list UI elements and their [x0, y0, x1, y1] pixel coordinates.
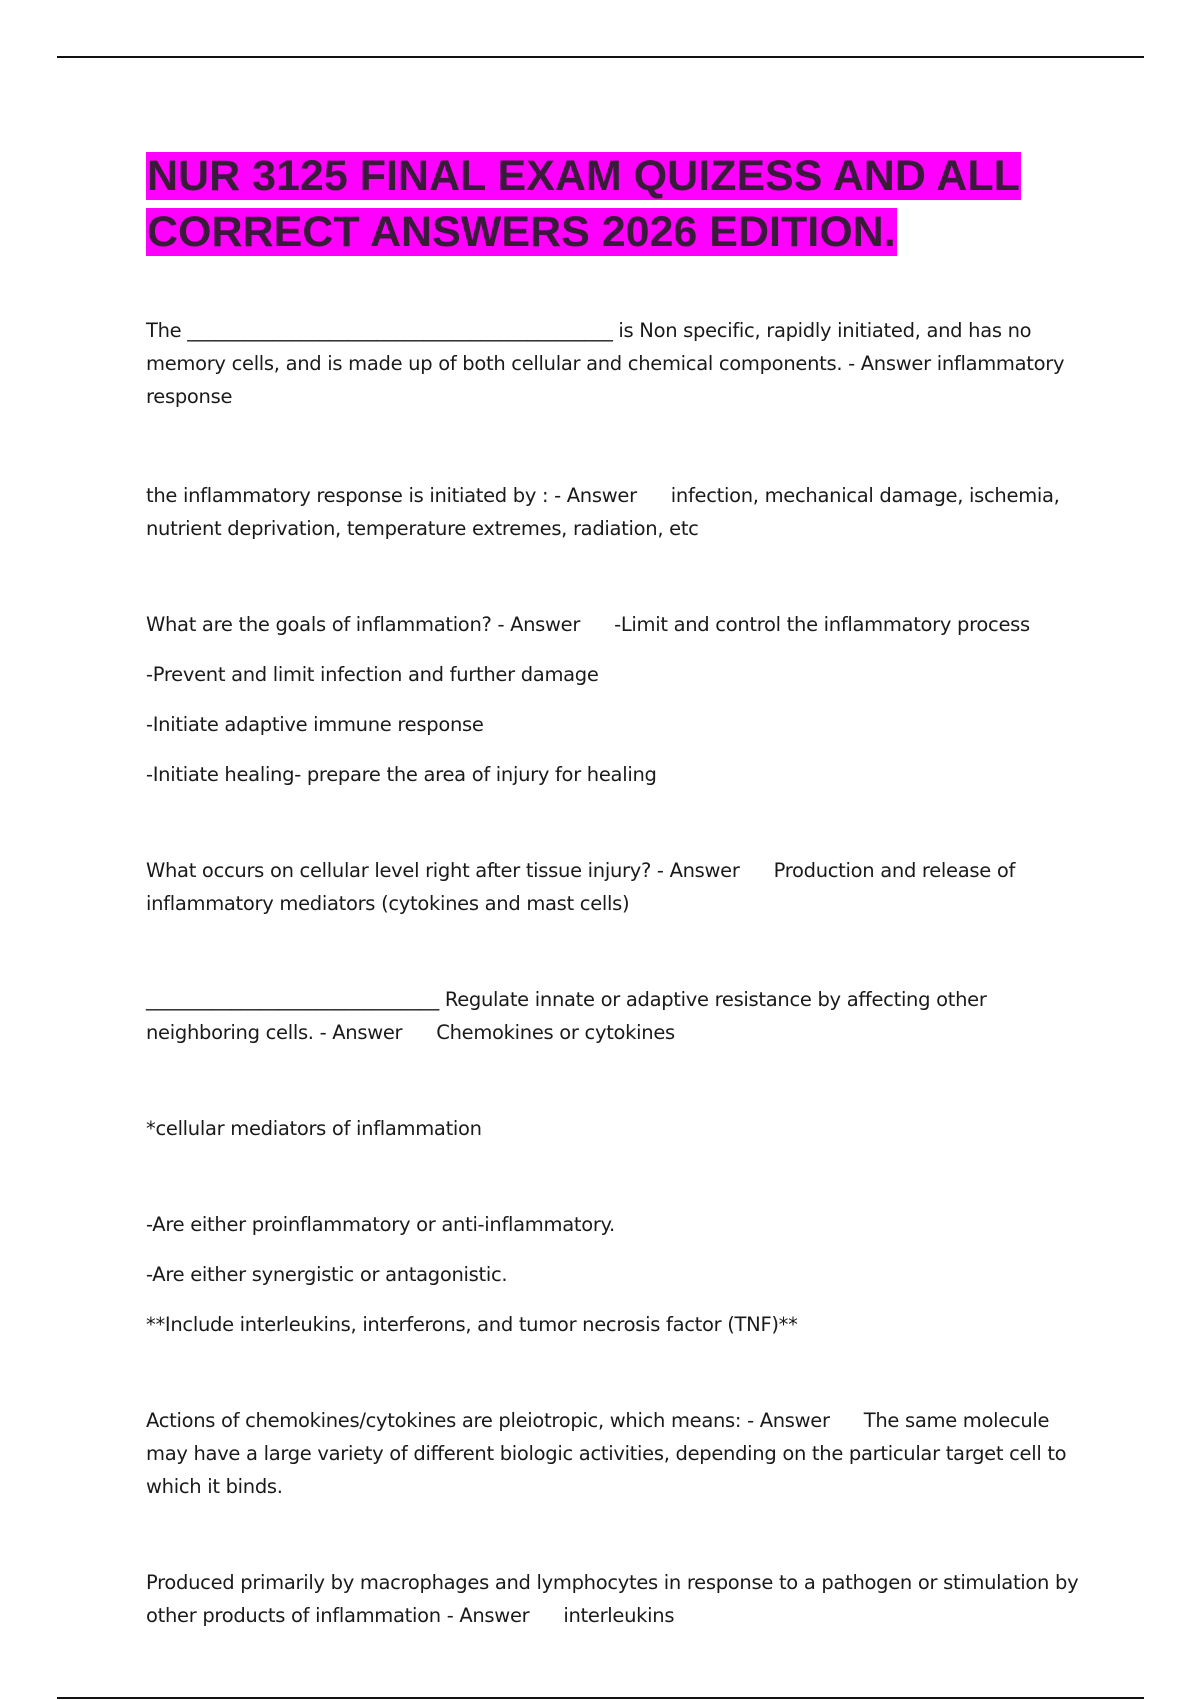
answer-text: Production and release of inflammatory mediators (cytokines and mast cells) [146, 859, 1016, 915]
detail-line: -Are either synergistic or antagonistic. [146, 1263, 508, 1286]
note-line: *cellular mediators of inflammation [146, 1117, 482, 1140]
document-body [146, 314, 1096, 1632]
question-text: The _____________________________________________ is Non specific, rapidly initiated, and has no memory cells, and is made up of both cellular and chemical components. - Answer [146, 319, 1032, 375]
qa-item-5 [146, 983, 1096, 1049]
qa-item-2 [146, 479, 1096, 545]
question-text: Produced primarily by macrophages and lymphocytes in response to a pathogen or stimulation by other products of inflammation - Answer [146, 1571, 1079, 1627]
question-text: What are the goals of inflammation? - Answer [146, 613, 581, 636]
answer-text: -Limit and control the inflammatory process [614, 613, 1030, 636]
answer-text: Chemokines or cytokines [436, 1021, 675, 1044]
answer-line: -Initiate adaptive immune response [146, 713, 484, 736]
answer-text: The same molecule may have a large variety of different biologic activities, depending on the particular target cell to which it binds. [146, 1409, 1067, 1498]
answer-text: interleukins [563, 1604, 675, 1627]
question-text: the inflammatory response is initiated by : - Answer [146, 484, 637, 507]
answer-text: inflammatory response [146, 352, 1065, 408]
answer-line: -Prevent and limit infection and further damage [146, 663, 599, 686]
header-rule [57, 56, 1144, 58]
question-text: What occurs on cellular level right after tissue injury? - Answer [146, 859, 740, 882]
title-highlight: NUR 3125 FINAL EXAM QUIZESS AND ALL CORRECT ANSWERS 2026 EDITION. [147, 152, 1020, 256]
question-text: _______________________________ Regulate innate or adaptive resistance by affecting other neighboring cells. - Answer [146, 988, 987, 1044]
answer-line: -Initiate healing- prepare the area of injury for healing [146, 763, 657, 786]
detail-line: -Are either proinflammatory or anti-inflammatory. [146, 1213, 615, 1236]
qa-item-9 [146, 1566, 1096, 1632]
question-text: Actions of chemokines/cytokines are pleiotropic, which means: - Answer [146, 1409, 830, 1432]
qa-item-3 [146, 608, 1096, 641]
document-title [146, 148, 1096, 260]
answer-text: infection, mechanical damage, ischemia, nutrient deprivation, temperature extremes, radiation, etc [146, 484, 1060, 540]
detail-line: **Include interleukins, interferons, and tumor necrosis factor (TNF)** [146, 1313, 798, 1336]
qa-item-8 [146, 1404, 1096, 1503]
qa-item-1 [146, 314, 1096, 413]
document-content [146, 148, 1096, 1632]
footer-rule [57, 1697, 1144, 1699]
qa-item-4 [146, 854, 1096, 920]
